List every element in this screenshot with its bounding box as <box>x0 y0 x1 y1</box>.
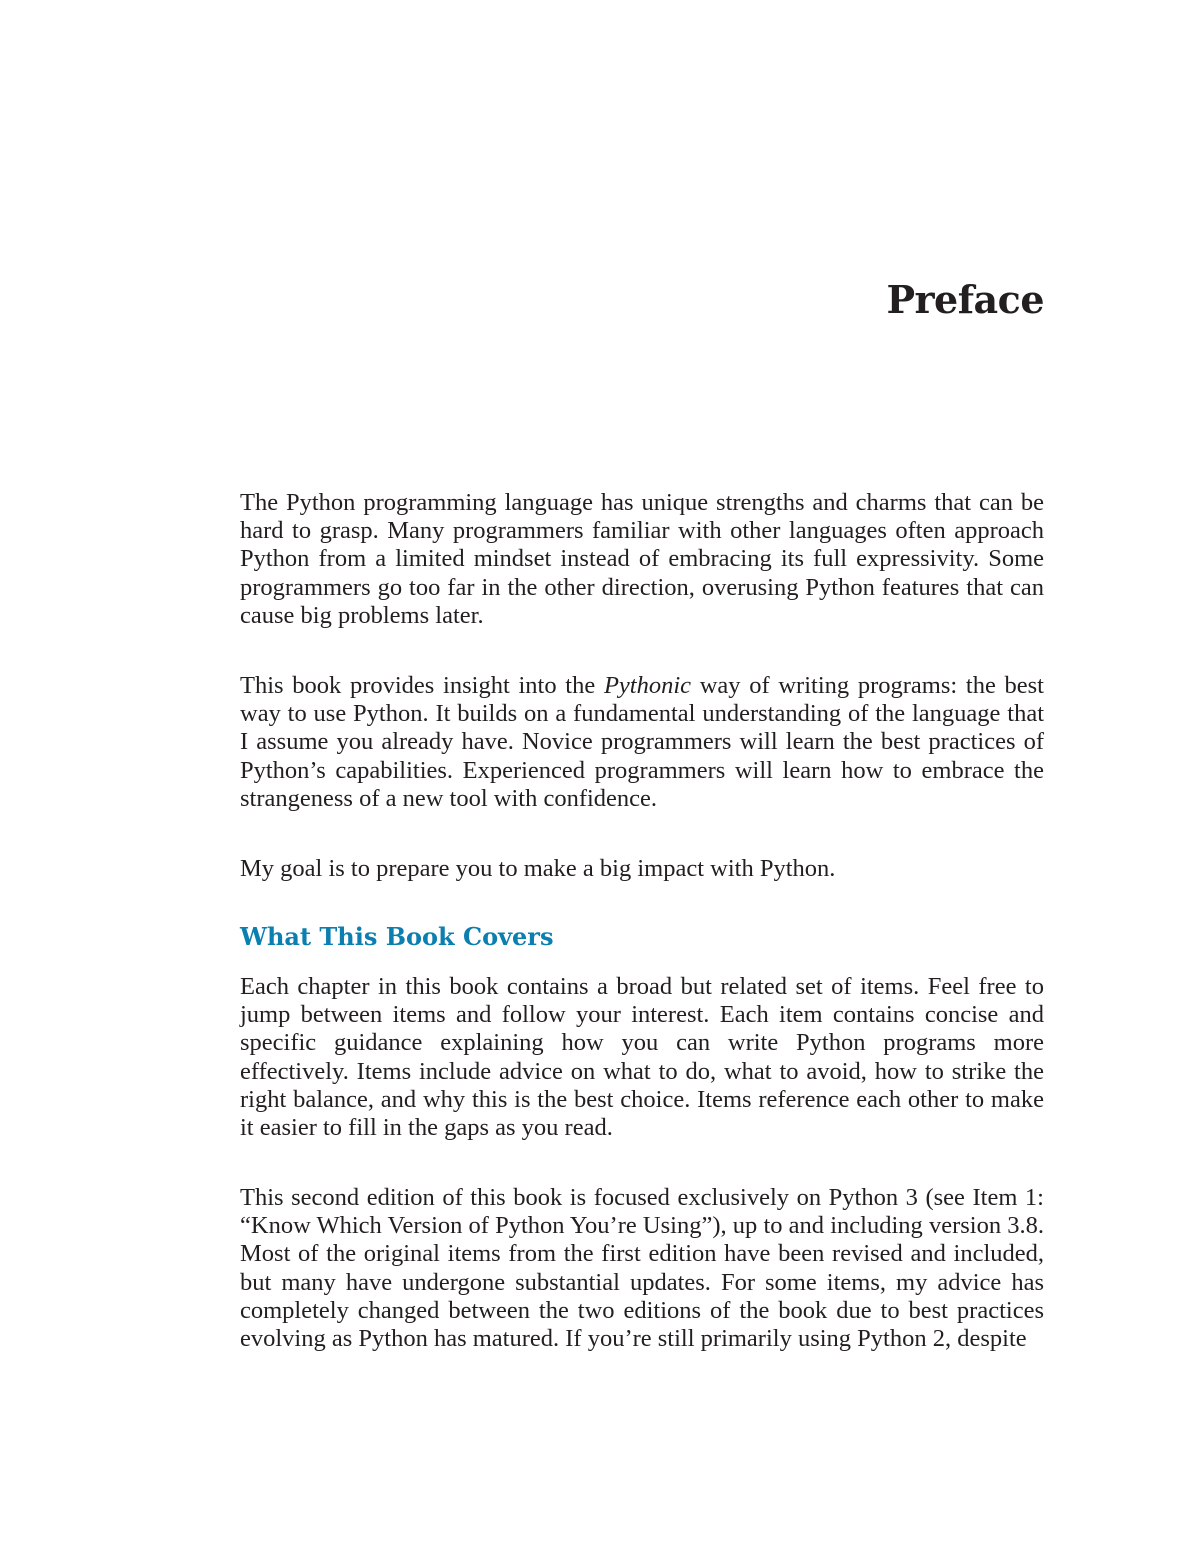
paragraph-text-segment: This book provides insight into the <box>240 672 604 699</box>
paragraph-intro: The Python programming language has unique strengths and charms that can be hard to grasp. Many programmers familiar with other languages often approach Python from a limited mindset instead of embracing its full expressivity. Some programmers go too far in the other direction, overusing Python features that can cause big problems later. <box>240 489 1044 629</box>
paragraph-book-insight <box>240 672 1044 813</box>
paragraph-goal: My goal is to prepare you to make a big impact with Python. <box>240 855 836 882</box>
paragraph-second-edition: This second edition of this book is focused exclusively on Python 3 (see Item 1: “Know Which Version of Python You’re Using”), up to and including version 3.8. Most of the original items from the first edition have been revised and included, but many have undergone substantial updates. For some items, my advice has completely changed between the two editions of the book due to best practices evolving as Python has matured. If you’re still primarily using Python 2, despite <box>240 1184 1044 1353</box>
chapter-title: Preface <box>886 277 1044 322</box>
paragraph-text-segment: way of writing programs: the best way to use Python. It builds on a fundamental understanding of the language that I assume you already have. Novice programmers will learn the best practices of Python’s capabilities. Experienced programmers will learn how to embrace the strangeness of a new tool with confidence. <box>240 672 1044 812</box>
book-page <box>240 0 1044 1544</box>
section-heading: What This Book Covers <box>240 922 554 951</box>
paragraph-chapters: Each chapter in this book contains a broad but related set of items. Feel free to jump between items and follow your interest. Each item contains concise and specific guidance explaining how you can write Python programs more effectively. Items include advice on what to do, what to avoid, how to strike the right balance, and why this is the best choice. Items reference each other to make it easier to fill in the gaps as you read. <box>240 973 1044 1142</box>
emphasis-pythonic: Pythonic <box>603 672 692 699</box>
